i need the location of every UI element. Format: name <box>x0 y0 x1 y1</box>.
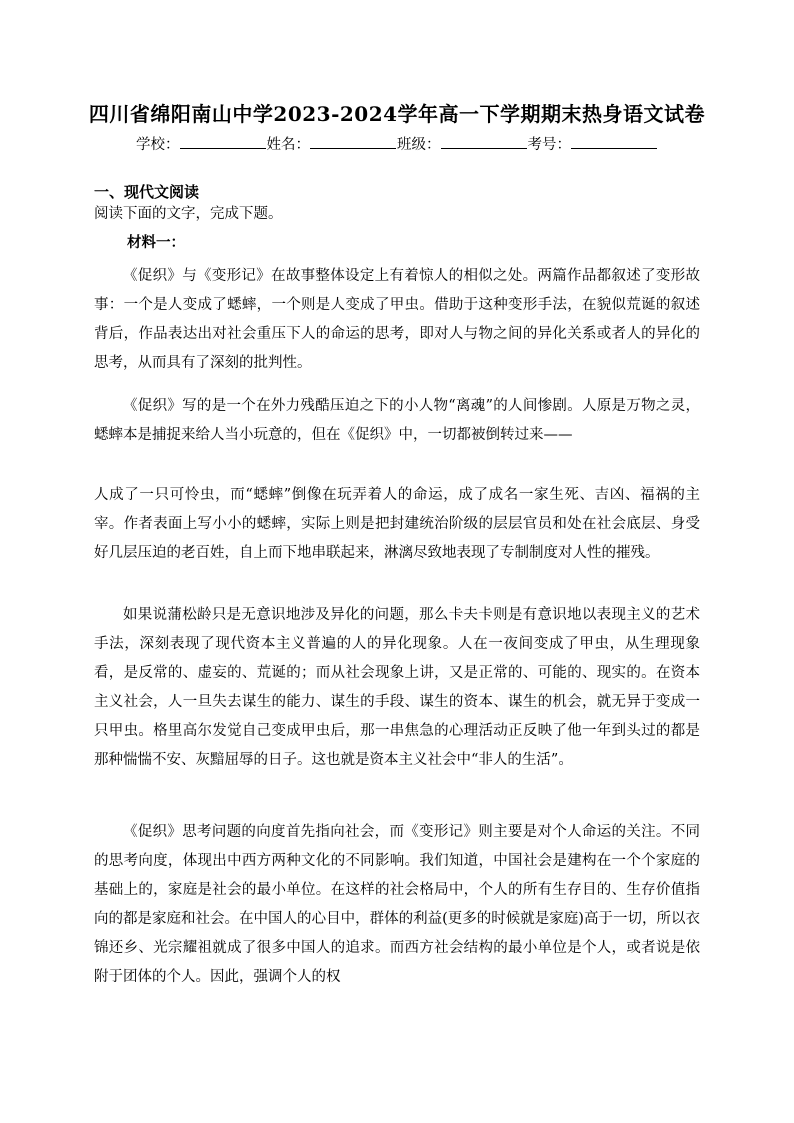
paragraph-2-continued: 人成了一只可怜虫，而“蟋蟀”倒像在玩弄着人的命运，成了成名一家生死、吉凶、福祸的主宰。作者表面上写小小的蟋蟀，实际上则是把封建统治阶级的层层官员和处在社会底层、身受好几层压迫的老百姓，自上而下地串联起来，淋漓尽致地表现了专制制度对人性的摧残。 <box>94 487 700 561</box>
reading-instruction: 阅读下面的文字，完成下题。 <box>94 206 283 222</box>
exam-number-blank[interactable] <box>571 134 657 149</box>
exam-number-field <box>528 133 659 157</box>
section-title: 一、现代文阅读 <box>94 183 200 201</box>
class-blank[interactable] <box>441 134 527 149</box>
paragraph-3: 如果说蒲松龄只是无意识地涉及异化的问题，那么卡夫卡则是有意识地以表现主义的艺术手法，深刻表现了现代资本主义普遍的人的异化现象。人在一夜间变成了甲虫，从生理现象看，是反常的、虚妄的、荒诞的；而从社会现象上讲，又是正常的、可能的、现实的。在资本主义社会，人一旦失去谋生的能力、谋生的手段、谋生的资本、谋生的机会，就无异于变成一只甲虫。格里高尔发觉自己变成甲虫后，那一串焦急的心理活动正反映了他一年到头过的都是那种惴惴不安、灰黯屈辱的日子。这也就是资本主义社会中“非人的生活”。 <box>94 607 700 768</box>
paragraph-1: 《促织》与《变形记》在故事整体设定上有着惊人的相似之处。两篇作品都叙述了变形故事：一个是人变成了蟋蟀，一个则是人变成了甲虫。借助于这种变形手法，在貌似荒诞的叙述背后，作品表达出对社会重压下人的命运的思考，即对人与物之间的异化关系或者人的异化的思考，从而具有了深刻的批判性。 <box>94 268 700 371</box>
name-label: 姓名： <box>266 137 310 153</box>
paragraph-2: 《促织》写的是一个在外力残酷压迫之下的小人物“离魂”的人间惨剧。人原是万物之灵，蟋蟀本是捕捉来给人当小玩意的，但在《促织》中，一切都被倒转过来—— <box>94 398 700 443</box>
paragraph-4: 《促织》思考问题的向度首先指向社会，而《变形记》则主要是对个人命运的关注。不同的思考向度，体现出中西方两种文化的不同影响。我们知道，中国社会是建构在一个个家庭的基础上的，家庭是社会的最小单位。在这样的社会格局中，个人的所有生存目的、生存价值指向的都是家庭和社会。在中国人的心目中，群体的利益(更多的时候就是家庭)高于一切，所以衣锦还乡、光宗耀祖就成了很多中国人的追求。而西方社会结构的最小单位是个人，或者说是依附于团体的个人。因此，强调个人的权 <box>94 824 700 985</box>
exam-number-label: 考号： <box>527 137 571 153</box>
student-info-fields <box>0 133 794 157</box>
name-field <box>267 133 398 157</box>
school-field <box>136 133 267 157</box>
class-label: 班级： <box>397 137 441 153</box>
name-blank[interactable] <box>310 134 396 149</box>
material-label: 材料一： <box>127 234 185 251</box>
class-field <box>397 133 528 157</box>
exam-title: 四川省绵阳南山中学2023-2024学年高一下学期期末热身语文试卷 <box>88 102 706 126</box>
school-label: 学校： <box>136 137 180 153</box>
school-blank[interactable] <box>180 134 266 149</box>
